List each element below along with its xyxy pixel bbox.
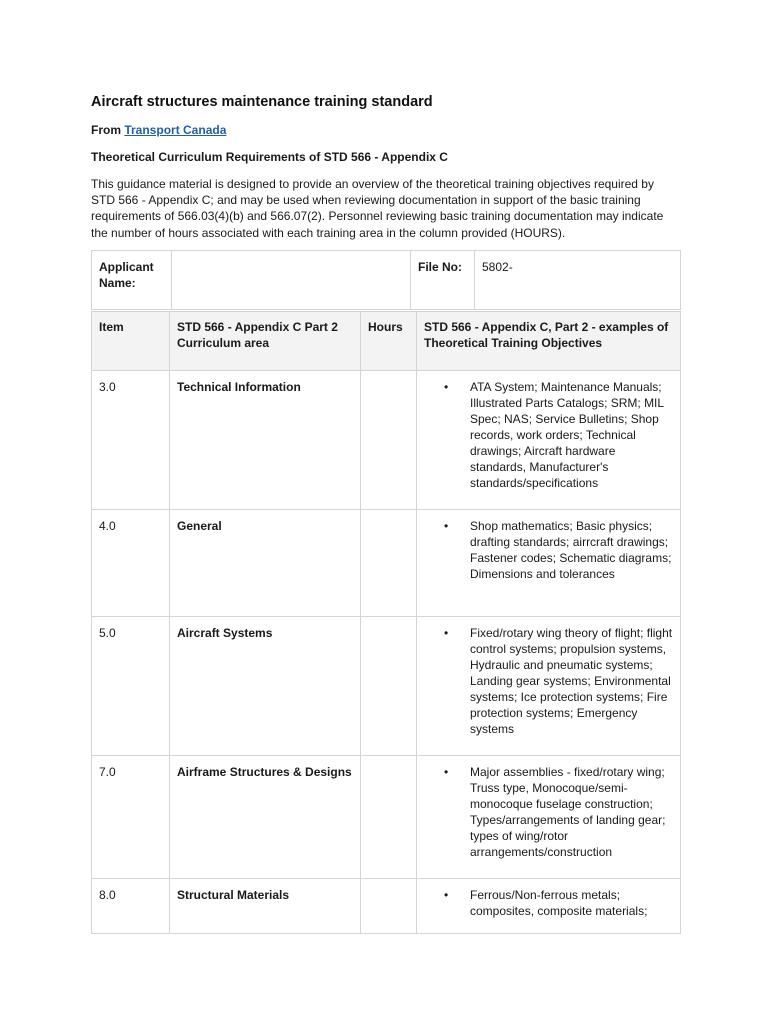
bullet-icon: • [444,626,449,640]
source-link[interactable]: Transport Canada [124,123,227,137]
header-area: STD 566 - Appendix C Part 2 Curriculum area [170,312,361,371]
row-area: Structural Materials [170,879,361,934]
source-prefix: From [91,123,121,137]
document-header [91,93,679,241]
list-item [444,379,673,491]
row-item: 4.0 [92,510,170,617]
file-no-field[interactable]: 5802- [475,251,681,310]
row-hours[interactable] [361,371,417,510]
row-area: Technical Information [170,371,361,510]
list-item [444,887,673,919]
applicant-name-label: Applicant Name: [92,251,172,310]
curriculum-table [91,311,681,934]
row-hours[interactable] [361,510,417,617]
row-examples [417,510,681,617]
bullet-icon: • [444,888,449,902]
row-hours[interactable] [361,617,417,756]
list-item [444,625,673,737]
applicant-table [91,250,681,310]
row-item: 5.0 [92,617,170,756]
page-title: Aircraft structures maintenance training standard [91,94,433,110]
example-text: Shop mathematics; Basic physics; drafting standards; airrcraft drawings; Fastener codes; Schematic diagrams; Dimensions and tolerances [470,519,672,581]
section-subtitle: Theoretical Curriculum Requirements of STD 566 - Appendix C [91,150,448,164]
table-row [92,510,681,617]
bullet-icon: • [444,380,449,394]
row-area: Aircraft Systems [170,617,361,756]
example-text: ATA System; Maintenance Manuals; Illustrated Parts Catalogs; SRM; MIL Spec; NAS; Service Bulletins; Shop records, work orders; Technical drawings; Aircraft hardware standards, Manufacturer's standards/specifications [470,380,664,490]
header-item: Item [92,312,170,371]
row-area: Airframe Structures & Designs [170,756,361,879]
row-area: General [170,510,361,617]
row-hours[interactable] [361,879,417,934]
intro-paragraph: This guidance material is designed to provide an overview of the theoretical training objectives required by STD 566 - Appendix C; and may be used when reviewing documentation in support of the basic training requirements of 566.03(4)(b) and 566.07(2). Personnel reviewing basic training documentation may indicate the number of hours associated with each training area in the column provided (HOURS). [91,177,664,240]
row-examples [417,879,681,934]
row-hours[interactable] [361,756,417,879]
list-item [444,518,673,582]
file-no-label: File No: [411,251,475,310]
list-item [444,764,673,860]
source-line [91,122,679,138]
table-row [92,879,681,934]
row-examples [417,371,681,510]
bullet-icon: • [444,519,449,533]
table-header-row [92,312,681,371]
applicant-row [92,251,681,310]
row-examples [417,617,681,756]
example-text: Major assemblies - fixed/rotary wing; Truss type, Monocoque/semi-monocoque fuselage construction; Types/arrangements of landing gear; types of wing/rotor arrangements/construction [470,765,666,859]
table-row [92,756,681,879]
bullet-icon: • [444,765,449,779]
row-examples [417,756,681,879]
applicant-name-field[interactable] [172,251,411,310]
row-item: 8.0 [92,879,170,934]
row-item: 3.0 [92,371,170,510]
header-hours: Hours [361,312,417,371]
example-text: Ferrous/Non-ferrous metals; composites, composite materials; [470,888,648,918]
table-row [92,617,681,756]
example-text: Fixed/rotary wing theory of flight; flight control systems; propulsion systems, Hydraulic and pneumatic systems; Landing gear systems; Environmental systems; Ice protection systems; Fire protection systems; Emergency systems [470,626,673,736]
row-item: 7.0 [92,756,170,879]
table-row [92,371,681,510]
header-examples: STD 566 - Appendix C, Part 2 - examples of Theoretical Training Objectives [417,312,681,371]
